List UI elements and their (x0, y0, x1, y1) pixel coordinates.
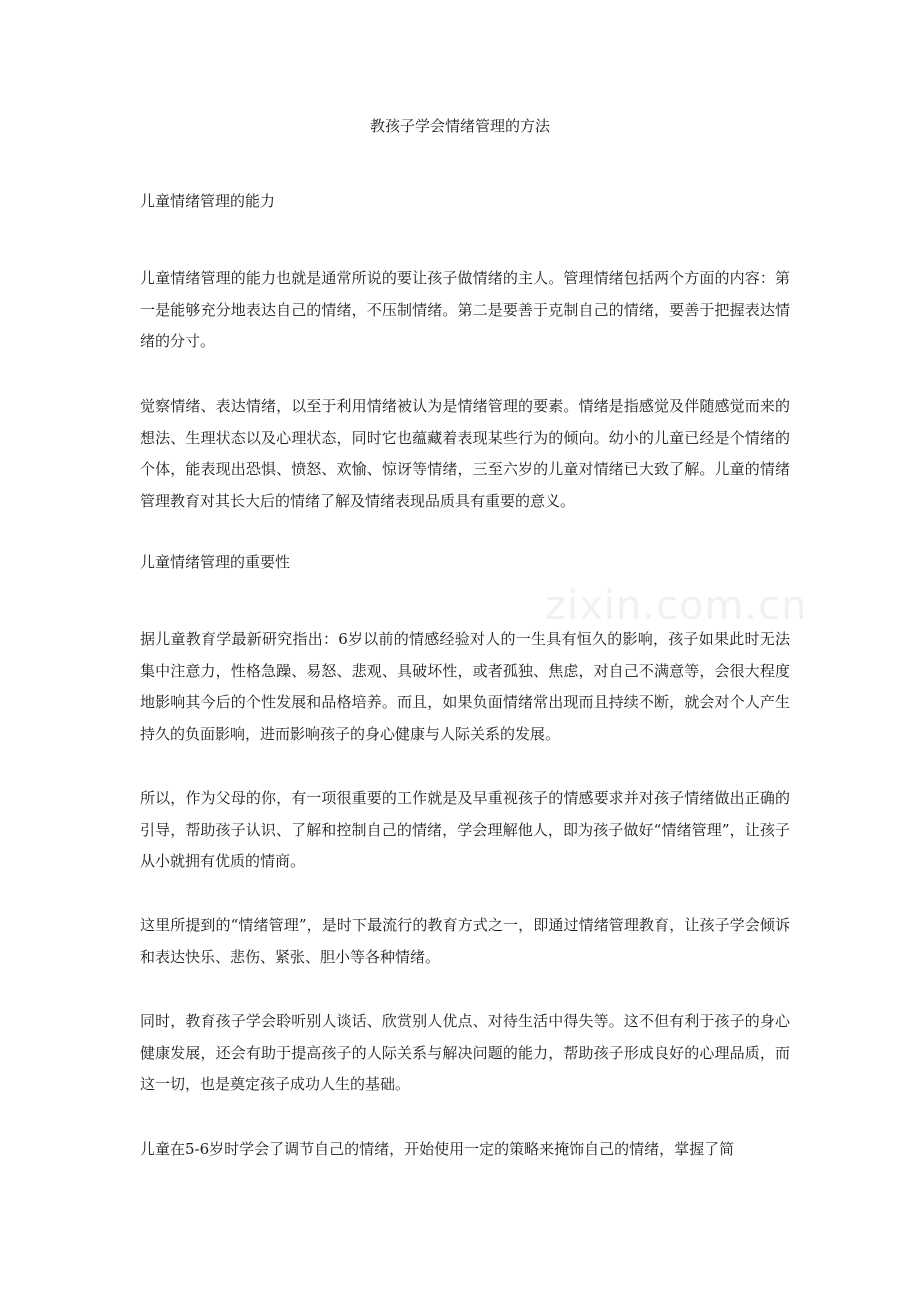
watermark: zixin.com.cn (545, 583, 808, 629)
paragraph-ability-definition: 儿童情绪管理的能力也就是通常所说的要让孩子做情绪的主人。管理情绪包括两个方面的内容：第一是能够充分地表达自己的情绪，不压制情绪。第二是要善于克制自己的情绪，要善于把握表达情绪的分寸。 (140, 269, 790, 350)
document-title: 教孩子学会情绪管理的方法 (369, 117, 550, 135)
paragraph-importance-research: 据儿童教育学最新研究指出：6岁以前的情感经验对人的一生具有恒久的影响，孩子如果此时无法集中注意力，性格急躁、易怒、悲观、具破坏性，或者孤独、焦虑，对自己不满意等，会很大程度地影响其今后的个性发展和品格培养。而且，如果负面情绪常出现而且持续不断，就会对个人产生持久的负面影响，进而影响孩子的身心健康与人际关系的发展。 (140, 630, 790, 743)
section-heading-importance: 儿童情绪管理的重要性 (140, 553, 291, 571)
section-heading-ability: 儿童情绪管理的能力 (140, 192, 276, 210)
paragraph-importance-parents: 所以，作为父母的你，有一项很重要的工作就是及早重视孩子的情感要求并对孩子情绪做出正确的引导，帮助孩子认识、了解和控制自己的情绪，学会理解他人，即为孩子做好“情绪管理”，让孩子从小就拥有优质的情商。 (140, 789, 790, 870)
paragraph-ability-elements: 觉察情绪、表达情绪，以至于利用情绪被认为是情绪管理的要素。情绪是指感觉及伴随感觉而来的想法、生理状态以及心理状态，同时它也蕴藏着表现某些行为的倾向。幼小的儿童已经是个情绪的个体，能表现出恐惧、愤怒、欢愉、惊讶等情绪，三至六岁的儿童对情绪已大致了解。儿童的情绪管理教育对其长大后的情绪了解及情绪表现品质具有重要的意义。 (140, 397, 790, 510)
paragraph-importance-age: 儿童在5-6岁时学会了调节自己的情绪，开始使用一定的策略来掩饰自己的情绪，掌握了简 (140, 1140, 735, 1158)
paragraph-importance-definition: 这里所提到的“情绪管理”，是时下最流行的教育方式之一，即通过情绪管理教育，让孩子学会倾诉和表达快乐、悲伤、紧张、胆小等各种情绪。 (140, 916, 790, 966)
paragraph-importance-listening: 同时，教育孩子学会聆听别人谈话、欣赏别人优点、对待生活中得失等。这不但有利于孩子的身心健康发展，还会有助于提高孩子的人际关系与解决问题的能力，帮助孩子形成良好的心理品质，而这一切，也是奠定孩子成功人生的基础。 (140, 1012, 790, 1093)
